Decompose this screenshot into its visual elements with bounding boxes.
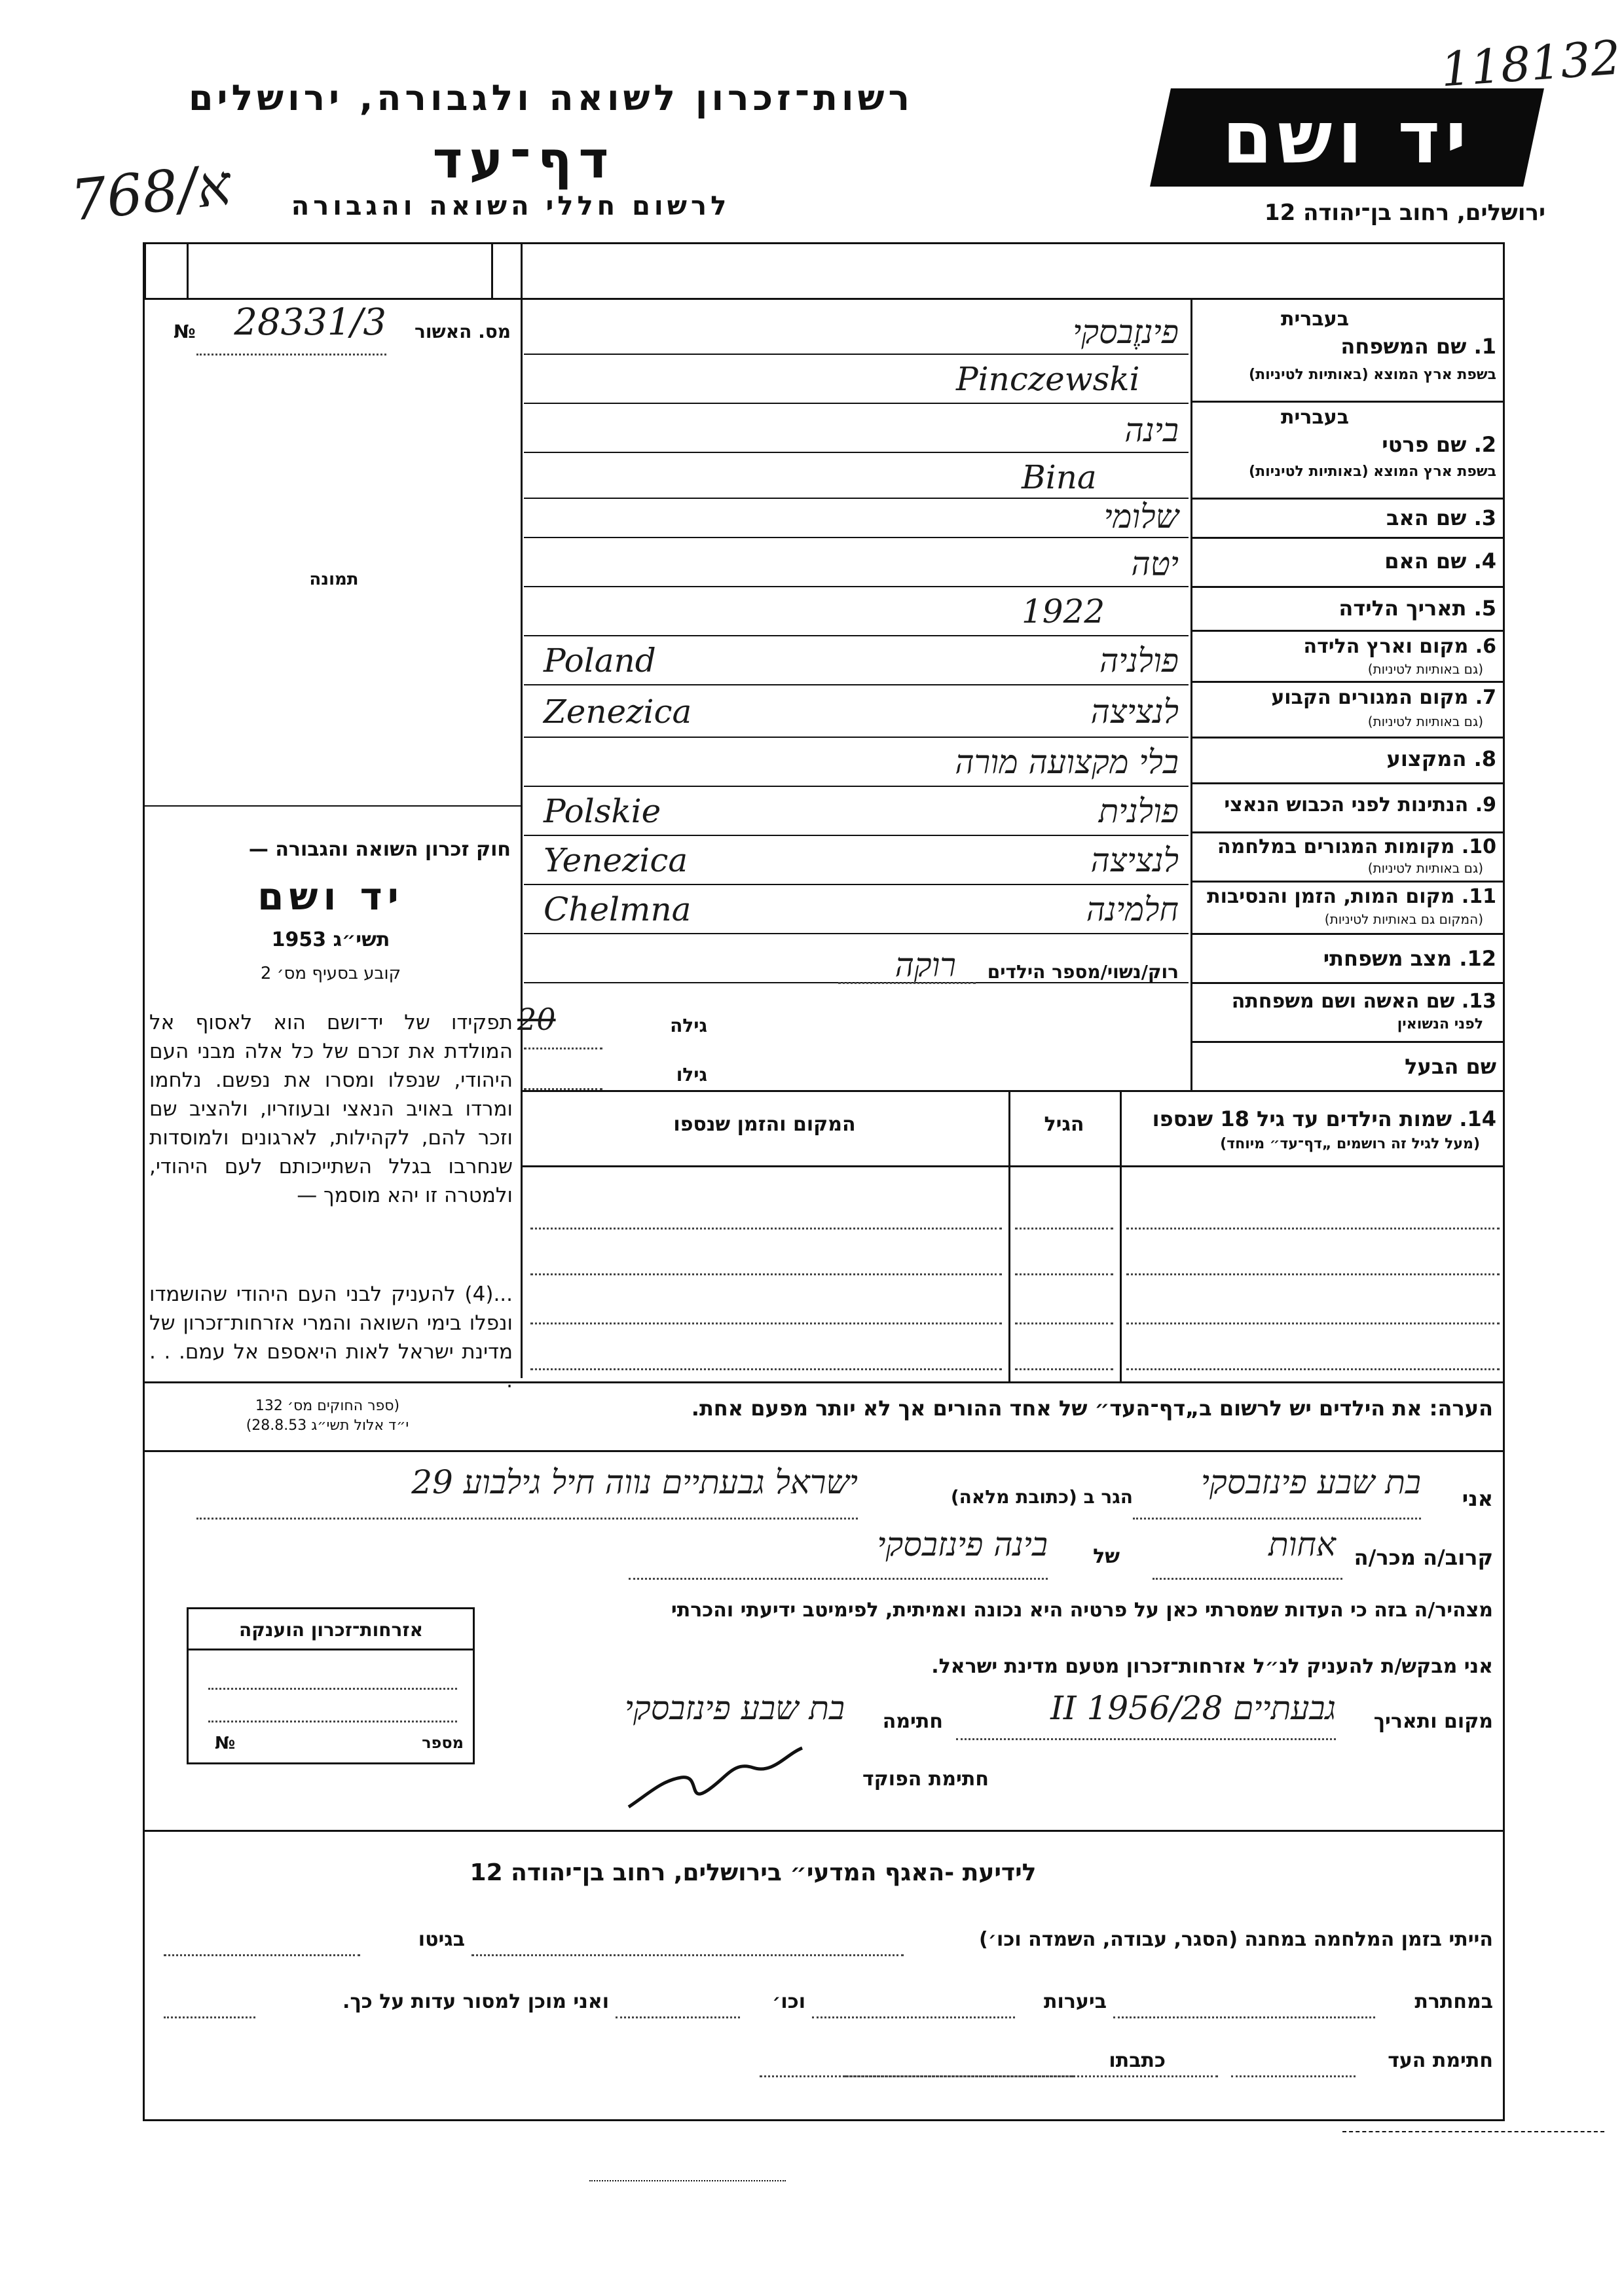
- f11-value-he: חלמינה: [1086, 890, 1179, 928]
- info-line3-a: חתימת העד: [1388, 2049, 1493, 2072]
- f11-label: 11. מקום המות, הזמן והנסיבות: [1207, 885, 1496, 908]
- f8-value: בלי מקצועה מורה: [955, 743, 1179, 781]
- f10-value-he: לנציצה: [1090, 841, 1179, 879]
- info-line1-start: הייתי בזמן המלחמה במחנה (הסגר, עבודה, השמדה וכו׳): [979, 1928, 1493, 1951]
- decl-relative-label: קרוב/ה מכר/ה: [1354, 1545, 1493, 1570]
- f3-label: 3. שם האב: [1386, 505, 1496, 530]
- photo-label: תמונה: [309, 570, 359, 589]
- f10-sub: (גם באותיות לטיניות): [1367, 860, 1483, 876]
- f7-label: 7. מקום המגורים הקבוע: [1271, 686, 1496, 709]
- decl-name-value: בת שבע פינזבסקי: [1200, 1463, 1421, 1501]
- f10-label: 10. מקומות המגורים במלחמה: [1217, 835, 1496, 858]
- law-title: חוק זכרון השואה והגבורה —: [248, 838, 511, 861]
- citizenship-box: [187, 1607, 475, 1764]
- authority-title: רשות־זכרון לשואה ולגבורה, ירושלים: [188, 77, 913, 118]
- citizenship-title: אזרחות־זכרון הוענקה: [239, 1619, 423, 1641]
- left-column-divider: [521, 298, 523, 1378]
- f2-value-he: בינה: [1124, 411, 1179, 449]
- decl-resides-label: הגר ב (כתובת מלאה): [950, 1486, 1133, 1508]
- law-name: יד ושם: [257, 874, 404, 919]
- decl-signature-label: חתימה: [882, 1710, 943, 1733]
- husband-label: שם הבעל: [1405, 1054, 1496, 1079]
- address-line: ירושלים, רחוב בן־יהודה 12: [1264, 200, 1545, 226]
- f2-hebrew-tag: בעברית: [1281, 406, 1349, 429]
- citizenship-number-label: מספר: [422, 1734, 464, 1752]
- info-title: לידיעת -האגף המדעי״ בירושלים, רחוב בן־יהודה 12: [470, 1859, 1037, 1886]
- info-line2-c: וכו׳: [772, 1990, 805, 2013]
- f8-label: 8. המקצוע: [1386, 746, 1496, 771]
- f2-sub: בשפת ארץ המוצא (באותיות לטיניות): [1249, 464, 1496, 480]
- info-line2-b: ביערות: [1044, 1990, 1107, 2013]
- decl-relative-value: אחות: [1268, 1525, 1336, 1563]
- f13-sub: לפני הנשואין: [1397, 1016, 1483, 1032]
- label-column-divider: [1190, 298, 1192, 1090]
- children-col-place: המקום והזמן שנספו: [673, 1113, 856, 1136]
- f7-value-he: לנציצה: [1090, 693, 1179, 731]
- decl-i-label: אני: [1462, 1486, 1493, 1511]
- f2-value-latin: Bina: [1022, 458, 1097, 496]
- form-subtitle: לרשום חללי השואה והגבורה: [291, 191, 731, 221]
- info-line2-d: ואני מוכן למסור עדות על כך.: [342, 1990, 609, 2013]
- f12-label: 12. מצב משפחתי: [1323, 946, 1496, 971]
- law-clause: קובע בסעיף מס׳ 2: [260, 964, 401, 983]
- law-source: (ספר החוקים מס׳ 132: [255, 1398, 400, 1414]
- decl-statement: מצהיר/ה בזה כי העדות שמסרתי כאן על פרטיה היא נכונה ואמיתית, לפימיטב ידיעתי והכרתי: [671, 1599, 1493, 1622]
- f12-inline-label: רוק/נשוי/מספר הילדים: [987, 961, 1179, 983]
- officer-signature: [622, 1741, 805, 1813]
- citizenship-no-label: №: [215, 1734, 236, 1753]
- f4-label: 4. שם האם: [1384, 549, 1496, 574]
- children-age-divider: [1008, 1090, 1010, 1381]
- f13-label: 13. שם האשה ושם משפחתה: [1231, 990, 1496, 1013]
- decl-signature-value: בת שבע פינזבסקי: [624, 1689, 845, 1727]
- decl-place-date-label: מקום ותאריך: [1373, 1710, 1493, 1733]
- husband-age-label: גילו: [676, 1064, 707, 1085]
- f4-value: יטה: [1131, 545, 1179, 583]
- info-line3-b: כתבתו: [1109, 2049, 1166, 2072]
- f1-value-latin: Pinczewski: [956, 360, 1140, 398]
- f12-value: רוקה: [895, 946, 956, 984]
- f13-age-label: גילה: [670, 1015, 707, 1036]
- children-name-divider: [1120, 1090, 1122, 1381]
- f9-value-he: פולנית: [1098, 792, 1179, 830]
- f2-label: 2. שם פרטי: [1382, 432, 1496, 457]
- f11-value-latin: Chelmna: [544, 890, 692, 928]
- decl-officer-label: חתימת הפוקד: [862, 1768, 989, 1791]
- f3-value: שלומי: [1103, 498, 1179, 536]
- children-col-age: הגיל: [1044, 1113, 1084, 1136]
- f1-value-he: פינזֶבסקי: [1073, 313, 1179, 351]
- f11-sub: (המקום גם באותיות לטיניות): [1324, 911, 1483, 927]
- f1-label: 1. שם המשפחה: [1340, 334, 1496, 359]
- f7-value-latin: Zenezica: [544, 693, 692, 731]
- children-sub: (מעל לגיל זה רושמים „דף־עד״ מיוחד): [1220, 1136, 1480, 1152]
- margin-note: 768/א: [67, 152, 234, 234]
- f5-value: 1922: [1022, 592, 1105, 630]
- archive-number: 118132: [1439, 29, 1623, 98]
- f6-value-he: פולניה: [1099, 642, 1179, 680]
- f7-sub: (גם באותיות לטיניות): [1367, 714, 1483, 729]
- law-year: תשי״ג 1953: [271, 928, 390, 951]
- decl-place-date-value: גבעתיים 28/II 1956: [1050, 1689, 1336, 1727]
- f6-sub: (גם באותיות לטיניות): [1367, 661, 1483, 677]
- decl-request: אני מבקש/ת להעניק לנ״ל אזרחות־זכרון מטעם מדינת ישראל.: [931, 1655, 1493, 1678]
- law-source-2: י״ד אלול תשי״ג 28.8.53): [246, 1417, 409, 1434]
- f6-label: 6. מקום וארץ הלידה: [1303, 635, 1496, 658]
- f10-value-latin: Yenezica: [544, 841, 688, 879]
- f6-value-latin: Poland: [544, 642, 656, 680]
- note: הערה: את הילדים יש לרשום ב„דף־העד״ של אחד ההורים אך לא יותר מפעם אחת.: [691, 1396, 1493, 1421]
- f5-label: 5. תאריך הלידה: [1338, 596, 1496, 621]
- law-text: תפקידו של יד־ושם הוא לאסוף אל המולדת את זכרם של כל אלה מבני העם היהודי, שנפלו ומסרו את נפשם. נלחמו ומרדו באויב הנאצי ובעוזריו, ולהציב שם וזכר להם, לקהילות, לארגונים ולמוסדות שנחרבו בגלל השתייכותם לעם היהודי, ולמטרה זו יהא מוסמך —: [149, 1011, 513, 1207]
- form-title: דף־עד: [432, 131, 616, 190]
- f1-hebrew-tag: בעברית: [1281, 308, 1349, 331]
- decl-address-value: ישראל גבעתיים נווה חיל גילבוע 29: [411, 1463, 858, 1501]
- decl-of-value: בינה פינזבסקי: [877, 1525, 1048, 1563]
- logo-text: יד ושם: [1222, 96, 1472, 179]
- info-line2-a: במחתרת: [1414, 1990, 1493, 2013]
- f9-value-latin: Polskie: [544, 792, 661, 830]
- f13-age-value: 20: [517, 1002, 556, 1037]
- law-text-2: ...(4) להעניק לבני העם היהודי שהושמדו ונפלו בימי השואה והמרי אזרחות־זכרון של מדינת ישראל לאות היאספם אל עמם. . . .: [149, 1283, 513, 1393]
- yad-vashem-logo: [1150, 88, 1544, 187]
- info-line1-end: בגיטו: [418, 1928, 465, 1951]
- approval-number: מס. האשור 28331/3 №: [174, 301, 511, 344]
- children-label: 14. שמות הילדים עד גיל 18 שנספו: [1152, 1106, 1496, 1131]
- f1-sub: בשפת ארץ המוצא (באותיות לטיניות): [1249, 367, 1496, 383]
- decl-of-label: של: [1093, 1545, 1120, 1568]
- f9-label: 9. הנתינות לפני הכבוש הנאצי: [1224, 793, 1496, 816]
